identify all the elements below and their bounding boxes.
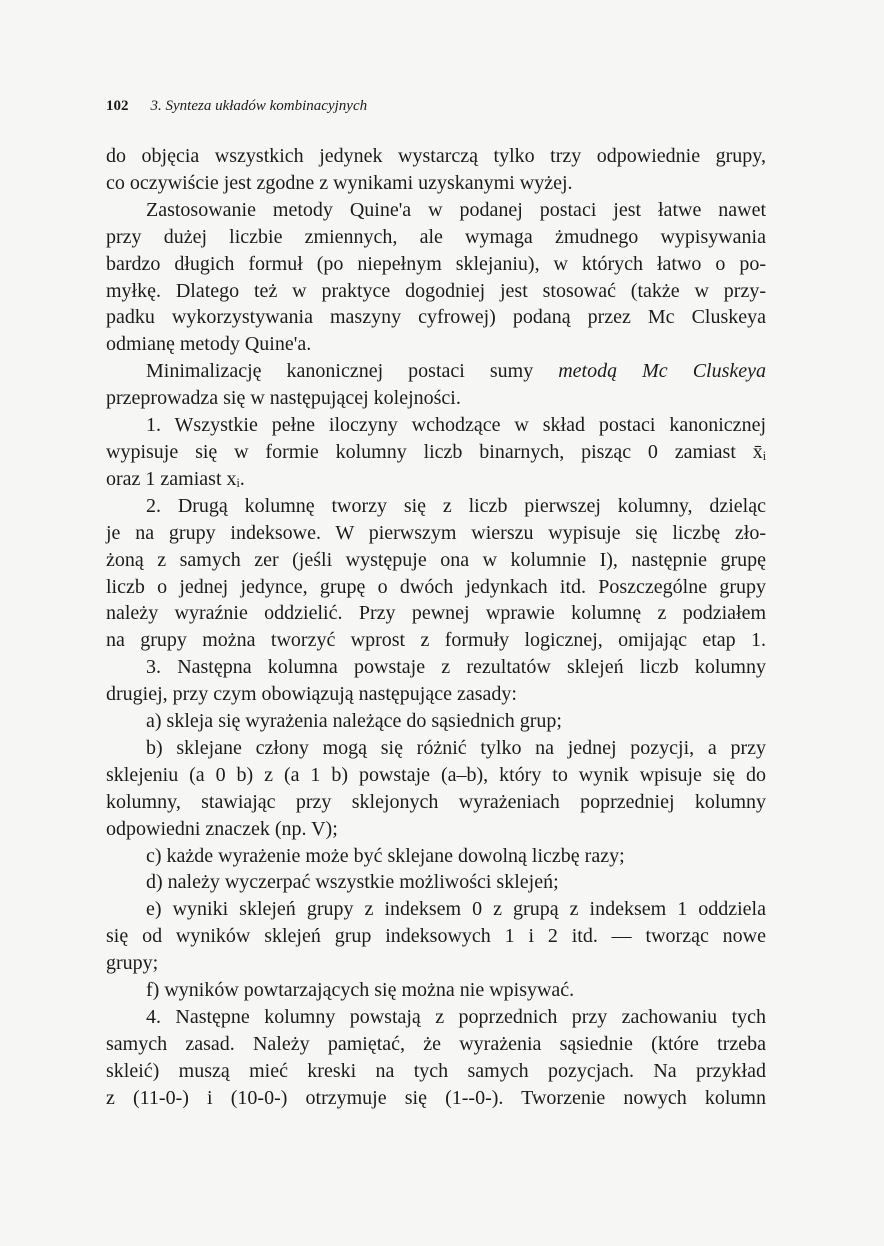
- text-line: 3. Następna kolumna powstaje z rezultatów sklejeń liczb kolumny: [146, 656, 766, 679]
- text-line: a) skleja się wyrażenia należące do sąsiednich grup;: [146, 710, 562, 733]
- text-line: żoną z samych zer (jeśli występuje ona w kolumnie I), następnie grupę: [106, 548, 766, 571]
- text-line: samych zasad. Należy pamiętać, że wyrażenia sąsiednie (które trzeba: [106, 1032, 766, 1055]
- text-line: kolumny, stawiając przy sklejonych wyrażeniach poprzedniej kolumny: [106, 790, 766, 813]
- text-line: 4. Następne kolumny powstają z poprzednich przy zachowaniu tych: [146, 1006, 766, 1028]
- text-line: liczb o jednej jedynce, grupę o dwóch jedynkach itd. Poszczególne grupy: [106, 575, 766, 598]
- text-line: c) każde wyrażenie może być sklejane dowolną liczbę razy;: [146, 844, 625, 867]
- text-line: oraz 1 zamiast xᵢ.: [106, 467, 245, 490]
- text-line: do objęcia wszystkich jedynek wystarczą tylko trzy odpowiednie grupy,: [106, 145, 766, 167]
- emphasis-text: metodą Mc Cluskeya: [558, 360, 767, 383]
- body-text: [106, 143, 766, 1112]
- page-number: 102: [106, 98, 129, 114]
- text-line: odpowiedni znaczek (np. V);: [106, 817, 338, 840]
- text-line: skleić) muszą mieć kreski na tych samych pozycjach. Na przykład: [106, 1059, 766, 1082]
- text-line: padku wykorzystywania maszyny cyfrowej) podaną przez Mc Cluskeya: [106, 306, 766, 329]
- text-line: 1. Wszystkie pełne iloczyny wchodzące w skład postaci kanonicznej: [146, 414, 766, 437]
- text-line: 2. Drugą kolumnę tworzy się z liczb pierwszej kolumny, dzieląc: [146, 494, 766, 517]
- text-line: co oczywiście jest zgodne z wynikami uzyskanymi wyżej.: [106, 171, 573, 194]
- text-line: przy dużej liczbie zmiennych, ale wymaga żmudnego wypisywania: [106, 225, 766, 248]
- text-line: odmianę metody Quine'a.: [106, 333, 312, 356]
- text-fragment: Minimalizację kanonicznej postaci sumy: [146, 360, 534, 383]
- text-line: należy wyraźnie oddzielić. Przy pewnej wprawie kolumnę z podziałem: [106, 602, 766, 625]
- text-line: je na grupy indeksowe. W pierwszym wierszu wypisuje się liczbę zło-: [106, 521, 766, 544]
- text-line: z (11-0-) i (10-0-) otrzymuje się (1--0-). Tworzenie nowych kolumn: [106, 1086, 766, 1109]
- text-line: d) należy wyczerpać wszystkie możliwości sklejeń;: [146, 871, 559, 894]
- text-line: przeprowadza się w następującej kolejności.: [106, 387, 461, 410]
- text-line: bardzo długich formuł (po niepełnym sklejaniu), w których łatwo o po-: [106, 252, 766, 275]
- text-line: drugiej, przy czym obowiązują następujące zasady:: [106, 683, 517, 706]
- text-line: Zastosowanie metody Quine'a w podanej postaci jest łatwe nawet: [146, 198, 766, 221]
- text-line: myłkę. Dlatego też w praktyce dogodniej jest stosować (także w przy-: [106, 279, 766, 302]
- text-line: [106, 358, 766, 385]
- text-line: wypisuje się w formie kolumny liczb binarnych, pisząc 0 zamiast x̄ᵢ: [106, 440, 766, 463]
- text-line: na grupy można tworzyć wprost z formuły logicznej, omijając etap 1.: [106, 629, 766, 652]
- running-title: 3. Synteza układów kombinacyjnych: [150, 98, 368, 114]
- text-line: grupy;: [106, 952, 159, 975]
- text-line: e) wyniki sklejeń grupy z indeksem 0 z grupą z indeksem 1 oddziela: [146, 898, 766, 921]
- page-header: [106, 96, 367, 116]
- text-line: się od wyników sklejeń grup indeksowych 1 i 2 itd. — tworząc nowe: [106, 925, 766, 948]
- text-line: b) sklejane człony mogą się różnić tylko na jednej pozycji, a przy: [146, 736, 766, 759]
- text-line: f) wyników powtarzających się można nie wpisywać.: [146, 979, 575, 1002]
- text-line: sklejeniu (a 0 b) z (a 1 b) powstaje (a–b), który to wynik wpisuje się do: [106, 763, 766, 786]
